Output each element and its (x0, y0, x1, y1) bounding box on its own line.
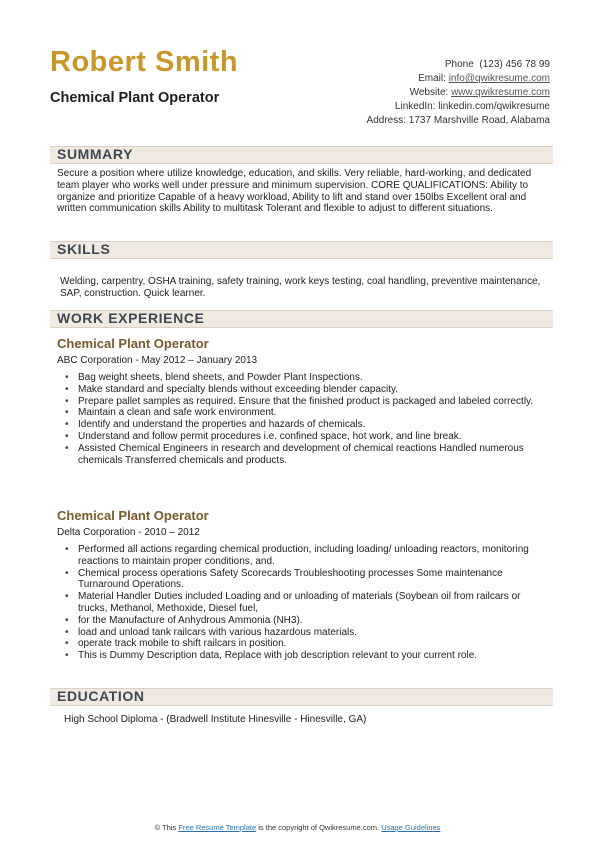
list-item (57, 638, 552, 650)
education-heading: EDUCATION (57, 688, 145, 704)
candidate-title: Chemical Plant Operator (50, 90, 220, 106)
list-item (57, 372, 552, 384)
summary-text: Secure a position where utilize knowledge, education, and skills. Very reliable, hard-working, and dedicated team player who works well under pressure and minimum supervision. CORE QUALIFICATIONS: Ability to organize and prioritize Capable of a heavy workload, Ability to lift and stand over 150lbs Excellent oral and written communication skills Ability to multitask Tolerant and flexible to adjust to different situations. (57, 168, 532, 215)
job-company-dates: Delta Corporation - 2010 – 2012 (57, 527, 200, 538)
job-title: Chemical Plant Operator (57, 336, 209, 351)
address-label: Address: (366, 115, 407, 126)
job-company-dates: ABC Corporation - May 2012 – January 2013 (57, 355, 258, 366)
phone-label: Phone (444, 59, 474, 70)
duty-text: operate track mobile to shift railcars in position. (78, 638, 287, 650)
footer (0, 823, 595, 832)
usage-guidelines-link[interactable]: Usage Guidelines (381, 823, 441, 832)
list-item (57, 544, 552, 568)
bullet-icon: • (65, 383, 69, 395)
list-item (57, 431, 552, 443)
email-link[interactable]: info@qwikresume.com (448, 73, 550, 84)
list-item (57, 419, 552, 431)
bullet-icon: • (65, 407, 69, 419)
list-item (57, 396, 552, 408)
bullet-icon: • (65, 442, 69, 454)
job-title: Chemical Plant Operator (57, 508, 209, 523)
contact-address (290, 114, 550, 128)
candidate-name: Robert Smith (50, 46, 239, 78)
bullet-icon: • (65, 395, 69, 407)
phone-value: (123) 456 78 99 (479, 59, 550, 70)
bullet-icon: • (65, 544, 69, 555)
linkedin-value: linkedin.com/qwikresume (438, 101, 550, 112)
job-duties-list (57, 372, 552, 466)
duty-text: Identify and understand the properties and hazards of chemicals. (78, 419, 366, 431)
bullet-icon: • (65, 430, 69, 442)
bullet-icon: • (65, 567, 69, 579)
contact-website (290, 86, 550, 100)
bullet-icon: • (65, 591, 69, 603)
list-item (57, 615, 552, 627)
website-label: Website: (409, 87, 449, 98)
duty-text: Material Handler Duties included Loading and or unloading of materials (Soybean oil from railcars or trucks, Methanol, Methoxide, Diesel fuel, (78, 591, 521, 614)
duty-text: for the Manufacture of Anhydrous Ammonia (NH3). (78, 614, 303, 626)
education-entry: High School Diploma - (Bradwell Institute Hinesville - Hinesville, GA) (64, 714, 367, 725)
footer-prefix: © This (154, 823, 177, 832)
contact-linkedin (290, 100, 550, 114)
list-item (57, 591, 552, 615)
job-duties-list (57, 544, 552, 662)
bullet-icon: • (65, 372, 69, 383)
duty-text: Chemical process operations Safety Scorecards Troubleshooting processes Some maintenance Turnaround Operations. (78, 567, 503, 591)
skills-bar (50, 241, 553, 259)
free-template-link[interactable]: Free Resume Template (178, 823, 257, 832)
duty-text: This is Dummy Description data, Replace with job description relevant to your current role. (78, 650, 478, 662)
duty-text: Performed all actions regarding chemical production, including loading/ unloading reactors, monitoring reactions to maintain proper conditions, and. (78, 544, 529, 567)
bullet-icon: • (65, 650, 69, 662)
skills-heading: SKILLS (57, 241, 111, 257)
duty-text: Understand and follow permit procedures i.e. confined space, hot work, and line break. (78, 430, 462, 442)
duty-text: Make standard and specialty blends without exceeding blender capacity. (78, 383, 399, 395)
email-label: Email: (418, 73, 446, 84)
duty-text: Maintain a clean and safe work environment. (78, 407, 277, 419)
website-link[interactable]: www.qwikresume.com (451, 87, 550, 98)
list-item (57, 627, 552, 639)
bullet-icon: • (65, 626, 69, 638)
list-item (57, 384, 552, 396)
skills-text: Welding, carpentry, OSHA training, safety training, work keys testing, coal handling, preventive maintenance, SAP, construction. Quick learner. (60, 276, 541, 299)
duty-text: load and unload tank railcars with various hazardous materials. (78, 626, 358, 638)
contact-block (290, 58, 550, 128)
footer-copyright: is the copyright of Qwikresume.com. (258, 823, 380, 832)
list-item (57, 443, 552, 467)
duty-text: Prepare pallet samples as required. Ensure that the finished product is packaged and labeled correctly. (78, 395, 534, 407)
duty-text: Assisted Chemical Engineers in research and development of chemical reactions Handled numerous chemicals Transferred chemicals and products. (78, 442, 524, 466)
list-item (57, 407, 552, 419)
address-value: 1737 Marshville Road, Alabama (408, 115, 550, 126)
bullet-icon: • (65, 419, 69, 431)
list-item (57, 650, 552, 662)
contact-email (290, 72, 550, 86)
duty-text: Bag weight sheets, blend sheets, and Powder Plant Inspections. (78, 372, 363, 383)
linkedin-label: LinkedIn: (394, 101, 436, 112)
bullet-icon: • (65, 638, 69, 650)
list-item (57, 568, 552, 592)
contact-phone (290, 58, 550, 72)
experience-heading: WORK EXPERIENCE (57, 310, 205, 326)
summary-heading: SUMMARY (57, 146, 134, 162)
bullet-icon: • (65, 614, 69, 626)
